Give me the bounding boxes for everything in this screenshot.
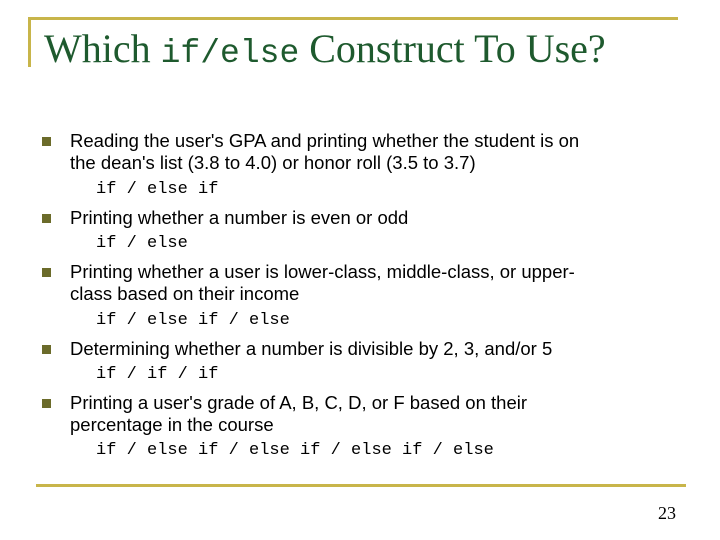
item-answer-code: if / if / if: [96, 365, 219, 384]
item-answer-code: if / else: [96, 234, 188, 253]
item-answer-code: if / else if / else: [96, 311, 290, 330]
item-text-line: Printing whether a user is lower-class, middle-class, or upper-: [70, 261, 575, 282]
left-frame-line: [28, 17, 31, 67]
bullet-icon: [42, 137, 51, 146]
top-frame-line: [28, 17, 678, 20]
item-text-line: Printing a user's grade of A, B, C, D, or F based on their: [70, 392, 528, 413]
item-text-line: Reading the user's GPA and printing whether the student is on: [70, 130, 580, 151]
title-suffix: Construct To Use?: [299, 26, 606, 71]
item-text-line: the dean's list (3.8 to 4.0) or honor roll (3.5 to 3.7): [70, 152, 476, 173]
bullet-icon: [42, 399, 51, 408]
item-text-line: class based on their income: [70, 283, 300, 304]
item-answer-code: if / else if: [96, 180, 219, 199]
item-text-line: percentage in the course: [70, 414, 274, 435]
bullet-icon: [42, 268, 51, 277]
item-text-line: Printing whether a number is even or odd: [70, 207, 409, 228]
item-text-line: Determining whether a number is divisible by 2, 3, and/or 5: [70, 338, 553, 359]
title-code: if/else: [160, 35, 300, 72]
bullet-icon: [42, 345, 51, 354]
bullet-icon: [42, 214, 51, 223]
bottom-frame-line: [36, 484, 686, 487]
page-number: 23: [658, 503, 676, 523]
title-prefix: Which: [44, 26, 161, 71]
slide-title: [44, 26, 606, 77]
item-answer-code: if / else if / else if / else if / else: [96, 441, 494, 460]
